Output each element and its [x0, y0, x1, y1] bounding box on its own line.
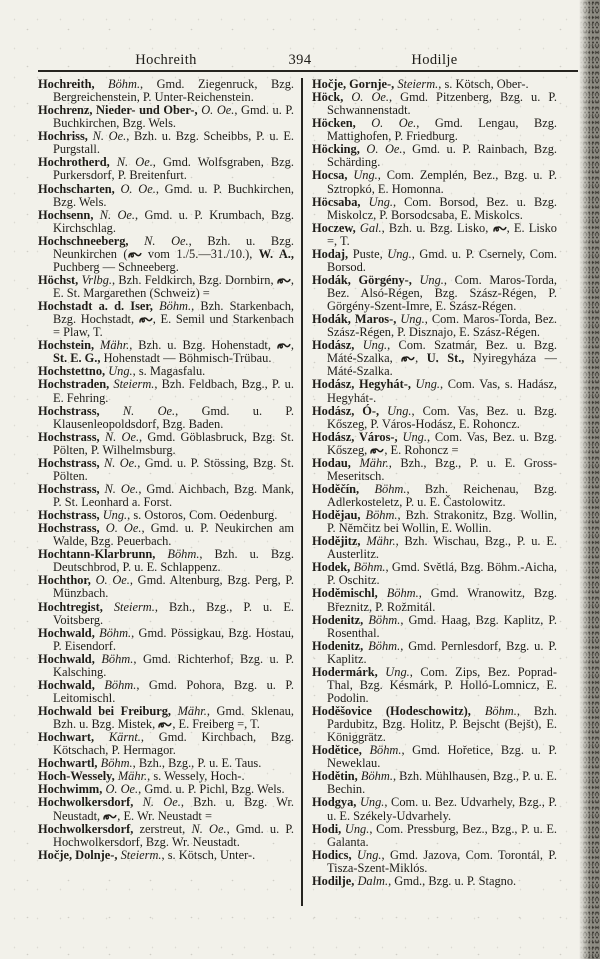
gazetteer-entry [312, 823, 557, 849]
entry-headword: Hodenitz, [312, 612, 369, 627]
entry-text: , Gmd. Lengau, Bzg. Mattighofen, P. Friedburg. [327, 116, 557, 144]
entry-region: O. Oe. [366, 142, 403, 157]
entry-text: , E. Wr. Neustadt = [117, 808, 212, 823]
entry-headword: Höck, [312, 90, 352, 105]
entry-region: Steierm. [397, 78, 439, 91]
gazetteer-entry [38, 823, 294, 849]
gazetteer-entry [38, 378, 294, 404]
entry-region: Böhm. [353, 560, 386, 575]
entry-text: , Gmd. Světlá, Bzg. Böhm.-Aicha, P. Oschitz. [327, 560, 557, 588]
gazetteer-entry [38, 627, 294, 653]
entry-text: , Bzh. u. Bzg. Lisko, [381, 220, 493, 235]
entry-region: Böhm. [484, 704, 517, 718]
entry-headword: Hodenitz, [312, 638, 369, 653]
entry-text: , Gmd. Haag, Bzg. Kaplitz, P. Rosenthal. [327, 612, 557, 640]
entry-region: O. Oe. [120, 181, 156, 196]
entry-text: Puste, [348, 246, 388, 261]
scan-edge-shadow [579, 0, 600, 959]
running-head-left: Hochreith [135, 52, 197, 68]
entry-region: O. Oe. [105, 782, 139, 797]
entry-text: , Gmd. u. P. Csernely, Com. Borsod. [327, 246, 557, 274]
entry-text: , Gmd. u. P. Stössing, Bzg. St. Pölten. [53, 455, 294, 483]
entry-headword: Hochstrass, [38, 429, 105, 444]
entry-text: , Com. Maros-Torda, Bez. Alsó-Régen, Bzg. Szász-Régen, P. Görgény-Szent-Imre, E. Szász-Régen. [327, 272, 557, 314]
entry-headword: Hoczew, [312, 220, 360, 235]
gazetteer-entry [312, 339, 557, 378]
entry-region: Ung. [353, 168, 378, 183]
entry-headword: Hoděmischl, [312, 586, 387, 601]
entry-headword: Hochstrass, [38, 521, 106, 536]
gazetteer-entry [312, 509, 557, 535]
entry-headword: Hocsa, [312, 168, 354, 183]
entry-headword: Hoděčín, [312, 481, 375, 496]
entry-region: Ung. [102, 508, 128, 523]
entry-text: , Gmd. Wolfsgraben, Bzg. Purkersdorf, P. Breitenfurt. [53, 155, 294, 183]
gazetteer-entry [312, 222, 557, 248]
entry-headword: Höcsaba, [312, 194, 369, 209]
entry-headword: Hochtann-Klarbrunn, [38, 547, 168, 562]
entry-text: , Gmd. u. P. Hochwolkersdorf, Bzg. Wr. Neustadt. [53, 821, 294, 849]
entry-region: Ung. [415, 377, 440, 392]
entry-text: , [290, 338, 294, 353]
entry-text: Puchberg — Schneeberg. [53, 259, 179, 274]
gazetteer-entry [312, 705, 557, 744]
entry-headword: Hodics, [312, 847, 358, 862]
gazetteer-entry [38, 796, 294, 822]
entry-region: Böhm. [386, 586, 419, 601]
entry-text: , Bzh., Bzg., P. u. E. Voitsberg. [53, 599, 294, 627]
entry-region: Vrlbg. [81, 272, 112, 287]
gazetteer-entry [312, 666, 557, 705]
gazetteer-entry [38, 183, 294, 209]
gazetteer-entry [312, 378, 557, 404]
entry-text: , Bzh., Bzg., P. u. E. Taus. [132, 756, 262, 771]
gazetteer-entry [312, 431, 557, 457]
gazetteer-entry [38, 705, 294, 731]
entry-text: , s. Wessely, Hoch-. [147, 769, 245, 784]
running-head-right: Hodilje [411, 52, 458, 68]
gazetteer-entry [38, 339, 294, 365]
entry-headword: Hochwartl, [38, 756, 101, 771]
entry-region: Böhm. [374, 481, 407, 496]
posthorn-icon [277, 341, 291, 350]
entry-region: Ung. [387, 403, 412, 418]
entry-text: , Gmd. Ziegenruck, Bzg. Bergreichenstein, P. Unter-Reichenstein. [53, 78, 294, 105]
entry-headword: Hochscharten, [38, 181, 121, 196]
entry-region: O. Oe. [371, 116, 417, 131]
entry-region: N. Oe. [104, 429, 140, 444]
entry-headword: Hochwald, [38, 677, 105, 692]
entry-headword: Hoděšovice (Hodeschowitz), [312, 704, 485, 718]
entry-region: Mähr. [117, 769, 148, 784]
entry-region: Böhm. [100, 756, 133, 771]
entry-headword: Hochstein, [38, 338, 101, 353]
gazetteer-entry [312, 274, 557, 313]
gazetteer-entry [312, 248, 557, 274]
entry-region: O. Oe. [105, 521, 142, 536]
entry-headword: Hochwimm, [38, 782, 106, 797]
posthorn-icon [158, 720, 172, 729]
gazetteer-entry [312, 561, 557, 587]
entry-region: Mähr. [359, 455, 389, 470]
entry-headword: St. E. G., [53, 351, 101, 366]
entry-text: , E. Lisko =, T. [327, 220, 557, 248]
entry-text: , Bzh. u. Bzg. Deutschbrod, P. u. E. Schlappenz. [53, 547, 294, 575]
entry-region: Mähr. [100, 338, 130, 353]
entry-headword: Hochwald, [38, 625, 100, 640]
entry-text: , Bzh. Reichenau, Bzg. Adlerkosteletz, P. u. E. Častolowitz. [327, 481, 557, 509]
gazetteer-entry [312, 405, 557, 431]
gazetteer-entry [38, 653, 294, 679]
entry-headword: Hochreith, [38, 78, 109, 91]
entry-headword: Hodaj, [312, 246, 349, 261]
entry-text: vom 1./5.—31./10.), [141, 246, 259, 261]
entry-text: , Bzh. Feldbach, Bzg., P. u. E. Fehring. [53, 377, 294, 405]
gazetteer-entry [312, 849, 557, 875]
entry-text: , Gmd. Aichbach, Bzg. Mank, P. St. Leonhard a. Forst. [53, 481, 294, 509]
entry-text: , E. Semil und Starkenbach = Plaw, T. [53, 312, 294, 340]
entry-region: Böhm. [369, 743, 402, 758]
entry-headword: Hochstrass, [38, 508, 103, 523]
entry-text: , Com. Pressburg, Bez., Bzg., P. u. E. Galanta. [327, 821, 557, 849]
entry-text: , Com. Vas, Bez. u. Bzg. Kőszeg, [327, 429, 557, 457]
entry-text: , Gmd. Sklenau, Bzh. u. Bzg. Mistek, [53, 704, 294, 732]
entry-region: N. Oe. [191, 821, 227, 836]
entry-headword: Hodgya, [312, 795, 360, 810]
posthorn-icon [103, 812, 117, 821]
gazetteer-entry [312, 117, 557, 143]
gazetteer-entry [312, 744, 557, 770]
entry-text: , Com. Borsod, Bez. u. Bzg. Miskolcz, P. Borsodcsaba, E. Miskolcs. [327, 194, 557, 222]
entry-headword: Hochwald bei Freiburg, [38, 704, 178, 718]
entry-region: Ung. [385, 664, 410, 679]
entry-headword: Hodász, [312, 338, 363, 353]
entry-headword: Hodějau, [312, 508, 366, 523]
entry-region: Böhm. [159, 299, 192, 314]
entry-headword: Hodák, Maros-, [312, 312, 401, 327]
entry-text: , Bzh. Mühlhausen, Bzg., P. u. E. Bechin. [327, 769, 557, 797]
entry-text: , Gmd. Pernlesdorf, Bzg. u. P. Kaplitz. [327, 638, 557, 666]
entry-text: , Gmd. Altenburg, Bzg. Perg, P. Münzbach. [53, 573, 294, 601]
entry-headword: Hochwolkersdorf, [38, 795, 143, 810]
entry-region: Böhm. [99, 625, 132, 640]
entry-headword: Hodermárk, [312, 664, 386, 679]
entry-headword: Hochrotherd, [38, 155, 117, 170]
gazetteer-entry [38, 209, 294, 235]
entry-headword: Hodětice, [312, 743, 370, 758]
column-right [312, 78, 557, 916]
gazetteer-entry [312, 483, 557, 509]
gazetteer-entry [312, 640, 557, 666]
entry-region: N. Oe. [122, 403, 176, 418]
entry-text: , Com. u. Bez. Udvarhely, Bzg., P. u. E. Székely-Udvarhely. [327, 795, 557, 823]
entry-region: Böhm. [101, 651, 134, 666]
gazetteer-entry [38, 849, 294, 862]
gazetteer-entry [38, 300, 294, 339]
entry-region: Böhm. [365, 508, 398, 523]
posthorn-icon [139, 315, 153, 324]
entry-headword: Hochwart, [38, 730, 109, 745]
gazetteer-entry [38, 156, 294, 182]
entry-region: Ung. [402, 429, 427, 444]
entry-headword: W. A., [258, 246, 294, 261]
entry-text: , Com. Zips, Bez. Poprad-Thal, Bzg. Késmárk, P. Holló-Lomnicz, E. Podolin. [327, 664, 557, 705]
entry-text: , Gmd. u. P. Rainbach, Bzg. Schärding. [327, 142, 557, 170]
entry-headword: Hochwolkersdorf, [38, 821, 134, 836]
entry-region: Steierm. [113, 377, 155, 392]
entry-region: N. Oe. [103, 455, 138, 470]
entry-region: Böhm. [108, 78, 141, 91]
entry-text: , Gmd. Pitzenberg, Bzg. u. P. Schwannenstadt. [327, 90, 557, 118]
entry-text: , s. Magasfalu. [132, 364, 206, 379]
entry-headword: Hodějitz, [312, 534, 367, 549]
entry-text: , Gmd. Pohora, Bzg. u. P. Leitomischl. [53, 677, 294, 705]
entry-text: Nyiregyháza — Máté-Szalka. [327, 351, 557, 379]
entry-headword: Hodětin, [312, 769, 361, 784]
entry-region: Ung. [357, 847, 382, 862]
entry-region: N. Oe. [104, 481, 139, 496]
gazetteer-entry [38, 235, 294, 274]
entry-headword: Hochstrass, [38, 403, 123, 418]
entry-region: Ung. [344, 821, 370, 836]
entry-text: , Bzh. Starkenbach, Bzg. Hochstadt, [53, 299, 294, 327]
gazetteer-entry [38, 130, 294, 156]
entry-region: Böhm. [360, 769, 393, 784]
entry-text: , Com. Maros-Torda, Bez. Szász-Régen, P. Disznajo, E. Szász-Régen. [327, 312, 557, 340]
entry-region: Ung. [419, 272, 444, 287]
entry-text: , E. Freiberg =, T. [172, 717, 260, 732]
entry-region: Ung. [362, 338, 388, 353]
gazetteer-entry [38, 548, 294, 574]
entry-text: , Gmd. Wranowitz, Bzg. Březnitz, P. Rožmitál. [327, 586, 557, 614]
entry-region: Steierm. [120, 847, 162, 862]
entry-headword: Höcking, [312, 142, 367, 157]
gazetteer-entry [312, 313, 557, 339]
gazetteer-entry [38, 274, 294, 300]
gazetteer-entry [312, 614, 557, 640]
entry-region: Steierm. [113, 599, 155, 614]
entry-text: , Bzh., Bzg., P. u. E. Gross-Meseritsch. [327, 455, 557, 483]
entry-region: N. Oe. [116, 155, 153, 170]
gazetteer-entry [312, 587, 557, 613]
entry-headword: Hochstrass, [38, 455, 104, 470]
entry-text: , Gmd. u. P. Buchkirchen, Bzg. Wels. [53, 181, 294, 209]
entry-headword: Höcken, [312, 116, 372, 131]
entry-headword: Hochstraden, [38, 377, 114, 392]
gazetteer-entry [38, 483, 294, 509]
entry-text: , Gmd. Kirchbach, Bzg. Kötschach, P. Hermagor. [53, 730, 294, 758]
gazetteer-entry [38, 104, 294, 130]
entry-text: , Bzh. u. Bzg. Neunkirchen ( [53, 233, 294, 261]
gazetteer-entry [312, 143, 557, 169]
entry-region: Böhm. [104, 677, 137, 692]
entry-text: , Com. Szatmár, Bez. u. Bzg. Máté-Szalka, [327, 338, 557, 366]
entry-text: , E. Rohoncz = [384, 442, 459, 457]
gazetteer-entry [38, 574, 294, 600]
entry-text: , Bzh. u. Bzg. Hohenstadt, [129, 338, 277, 353]
entry-text: , Bzh. Feldkirch, Bzg. Dornbirn, [112, 272, 277, 287]
entry-headword: Hochschneeberg, [38, 233, 145, 248]
entry-region: Böhm. [167, 547, 200, 562]
gazetteer-entry [312, 770, 557, 796]
entry-headword: Hochsenn, [38, 207, 100, 222]
entry-headword: Hoch-Wessely, [38, 769, 118, 784]
entry-headword: Hochstettno, [38, 364, 109, 379]
posthorn-icon [277, 276, 291, 285]
entry-headword: Hochthor, [38, 573, 96, 588]
entry-region: Gal. [359, 220, 382, 235]
gazetteer-entry [312, 169, 557, 195]
entry-text: , Bzh. Pardubitz, Bzg. Holitz, P. Bejscht (Bejšt), E. Königgrätz. [327, 704, 557, 745]
entry-region: N. Oe. [144, 233, 189, 248]
entry-region: Ung. [108, 364, 133, 379]
entry-text: , Com. Vas, Bez. u. Bzg. Kőszeg, P. Város-Hodász, E. Rohoncz. [327, 403, 557, 431]
entry-headword: Hočje, Gornje-, [312, 78, 398, 91]
gazetteer-entry [38, 431, 294, 457]
entry-text: zerstreut, [133, 821, 192, 836]
entry-text: , Gmd. Richterhof, Bzg. u. P. Kalsching. [53, 651, 294, 679]
entry-text: , Com. Vas, s. Hadász, Hegyhát-. [327, 377, 557, 405]
gazetteer-entry [312, 457, 557, 483]
entry-text: , E. St. Margarethen (Schweiz) = [53, 272, 294, 300]
entry-text: , Gmd. u. P. Neukirchen am Walde, Bzg. Peuerbach. [53, 521, 294, 549]
entry-text: , Gmd. u. P. Pichl, Bzg. Wels. [138, 782, 285, 797]
posthorn-icon [493, 224, 507, 233]
entry-text: , Bzh. u. Bzg. Scheibbs, P. u. E. Purgstall. [53, 129, 294, 157]
entry-text: Hohenstadt — Böhmisch-Trübau. [100, 351, 272, 366]
column-left [38, 78, 294, 916]
entry-text: , s. Ostoros, Com. Oedenburg. [127, 508, 278, 523]
gazetteer-entry [38, 679, 294, 705]
entry-region: N. Oe. [142, 795, 181, 810]
entry-text: , Gmd. Jazova, Com. Torontál, P. Tisza-Szent-Miklós. [327, 847, 557, 875]
entry-region: N. Oe. [99, 207, 136, 222]
entry-text: , Gmd. Hořetice, Bzg. u. P. Neweklau. [327, 743, 557, 771]
entry-headword: Hodi, [312, 821, 345, 836]
gazetteer-entry [38, 522, 294, 548]
gazetteer-entry [312, 91, 557, 117]
entry-text: , Gmd. u. P. Klausenleopoldsdorf, Bzg. Baden. [53, 403, 294, 431]
page-number: 394 [288, 52, 312, 68]
entry-region: O. Oe. [95, 573, 130, 588]
gazetteer-entry [38, 405, 294, 431]
gazetteer-entry [38, 731, 294, 757]
entry-region: Böhm. [368, 612, 401, 627]
entry-region: O. Oe. [201, 103, 235, 118]
entry-headword: Hochriss, [38, 129, 93, 144]
entry-region: Ung. [387, 246, 412, 261]
entry-region: Ung. [368, 194, 393, 209]
entry-text: , Gmd. Pössigkau, Bzg. Hostau, P. Eisendorf. [53, 625, 294, 653]
entry-region: N. Oe. [92, 129, 127, 144]
gazetteer-entry [38, 601, 294, 627]
entry-text: , Gmd. Göblasbruck, Bzg. St. Pölten, P. Wilhelmsburg. [53, 429, 294, 457]
entry-headword: Höchst, [38, 272, 82, 287]
entry-region: Mähr. [366, 534, 396, 549]
entry-text: , Gmd. u. P. Buchkirchen, Bzg. Wels. [53, 103, 294, 131]
entry-region: Ung. [359, 795, 385, 810]
entry-text: , s. Kötsch, Ober-. [438, 78, 529, 91]
entry-headword: Hochtregist, [38, 599, 114, 614]
gazetteer-entry [312, 535, 557, 561]
entry-headword: Hodász, Ó-, [312, 403, 388, 418]
entry-headword: Hočje, Dolnje-, [38, 847, 121, 862]
entry-text: , Com. Zemplén, Bez., Bzg. u. P. Sztropkó, E. Homonna. [327, 168, 557, 196]
gazetteer-entry [312, 875, 557, 888]
entry-headword: Hochwald, [38, 651, 102, 666]
entry-text: , Bzh. Wischau, Bzg., P. u. E. Austerlitz. [327, 534, 557, 562]
entry-headword: Hodász, Hegyhát-, [312, 377, 416, 392]
entry-headword: Hodek, [312, 560, 354, 575]
entry-text: , Bzh. u. Bzg. Wr. Neustadt, [53, 795, 294, 823]
gazetteer-entry [312, 196, 557, 222]
entry-region: Kärnt. [108, 730, 141, 745]
entry-text: , Gmd., Bzg. u. P. Stagno. [388, 873, 517, 888]
gazetteer-entry [312, 796, 557, 822]
entry-headword: Hochstadt a. d. Iser, [38, 299, 160, 314]
entry-headword: Hodák, Görgény-, [312, 272, 420, 287]
entry-text: , s. Kötsch, Unter-. [161, 847, 256, 862]
header-rule [38, 70, 578, 72]
entry-text: , [415, 351, 427, 366]
entry-headword: Hodilje, [312, 873, 358, 888]
entry-text: , Gmd. u. P. Krumbach, Bzg. Kirchschlag. [53, 207, 294, 235]
entry-headword: Hochstrass, [38, 481, 105, 496]
entry-text: , Bzh. Strakonitz, Bzg. Wollin, P. Němčitz bei Wollin, E. Wollin. [327, 508, 557, 536]
entry-headword: Hodász, Város-, [312, 429, 403, 444]
posthorn-icon [401, 354, 415, 363]
entry-region: Böhm. [368, 638, 401, 653]
entry-region: Ung. [400, 312, 425, 327]
posthorn-icon [370, 446, 384, 455]
posthorn-icon [128, 250, 142, 259]
column-divider [301, 78, 303, 906]
entry-region: O. Oe. [351, 90, 389, 105]
gazetteer-entry [38, 457, 294, 483]
entry-headword: Hochrenz, Nieder- und Ober-, [38, 103, 202, 118]
entry-region: Dalm. [357, 873, 389, 888]
entry-headword: Hodau, [312, 455, 360, 470]
gazetteer-entry [38, 78, 294, 104]
entry-region: Mähr. [177, 704, 207, 718]
entry-headword: U. St., [426, 351, 465, 366]
